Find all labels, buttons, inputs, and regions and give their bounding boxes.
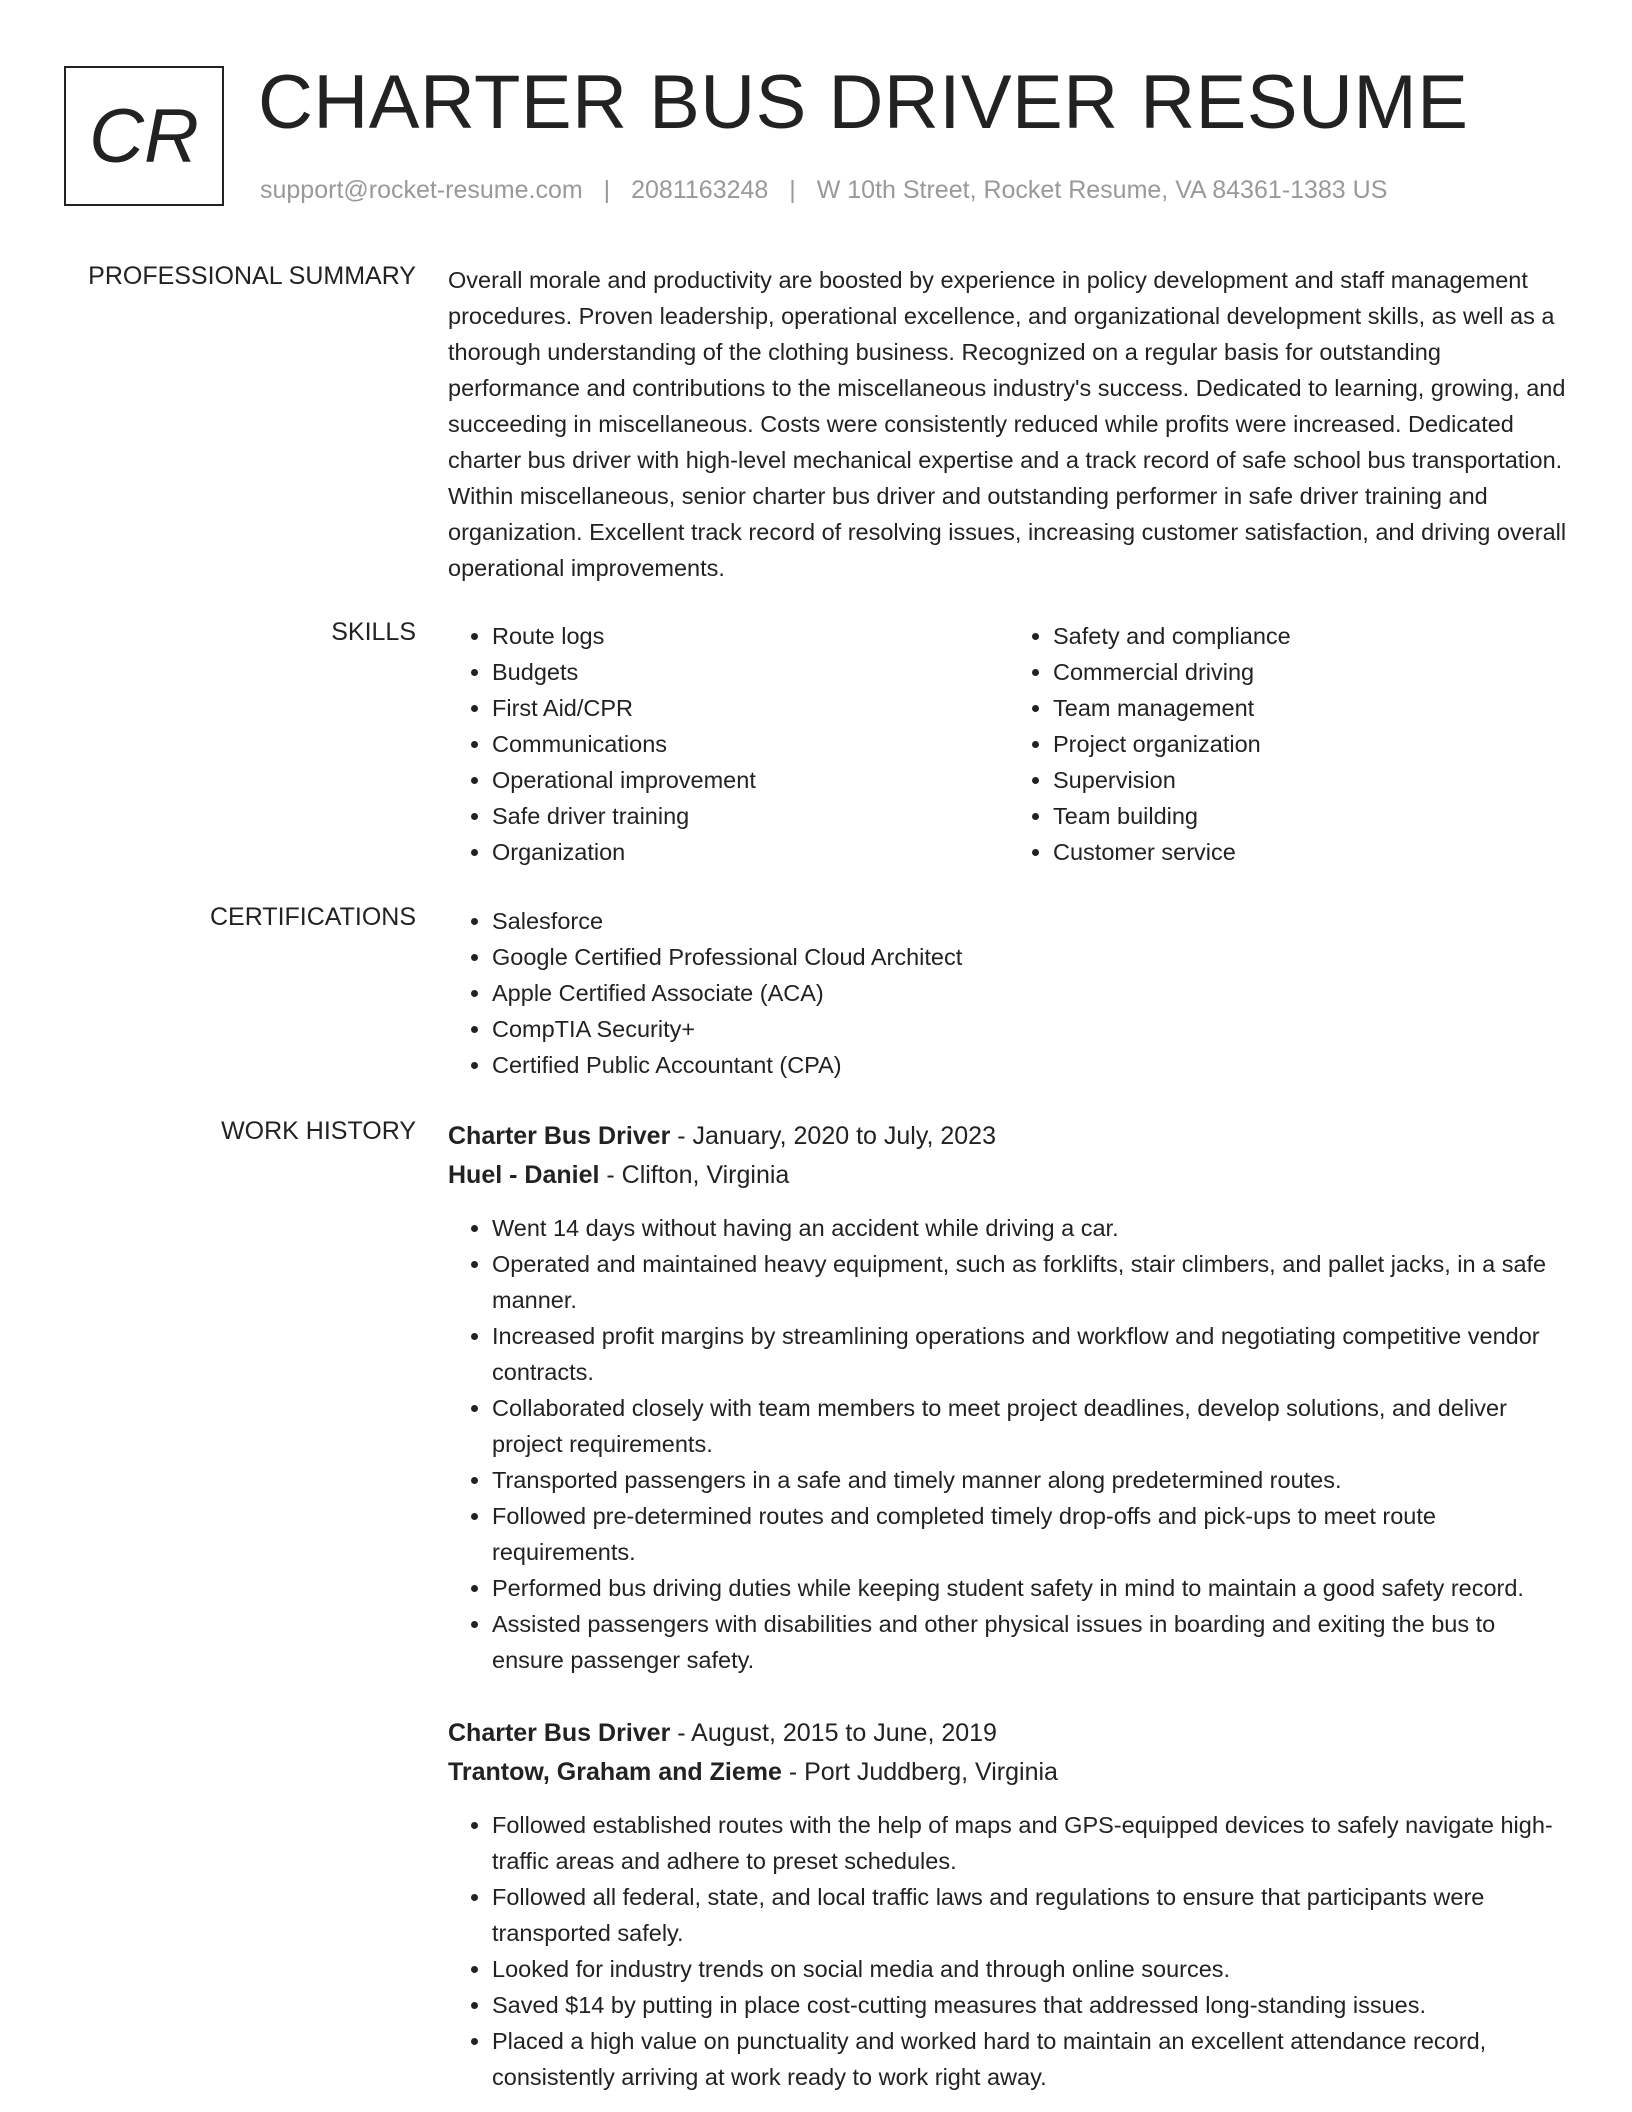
job-role: Charter Bus Driver: [448, 1719, 671, 1747]
job-company-line: [448, 1156, 1570, 1195]
skill-item: • Safety and compliance: [1053, 618, 1570, 654]
job-role-line: [448, 1117, 1570, 1156]
certification-item: • Apple Certified Associate (ACA): [492, 975, 1570, 1011]
job-company-line: [448, 1753, 1570, 1792]
skill-item: • Team management: [1053, 690, 1570, 726]
job-bullet: • Assisted passengers with disabilities and other physical issues in boarding and exiting the bus to ensure passenger safety.: [492, 1606, 1570, 1678]
job-bullet: • Followed pre-determined routes and completed timely drop-offs and pick-ups to meet route requirements.: [492, 1498, 1570, 1570]
contact-address: W 10th Street, Rocket Resume, VA 84361-1383 US: [816, 176, 1388, 204]
job-bullet: • Transported passengers in a safe and timely manner along predetermined routes.: [492, 1462, 1570, 1498]
job-bullets: [448, 1210, 1570, 1678]
certification-item: • CompTIA Security+: [492, 1011, 1570, 1047]
skill-item: • Operational improvement: [492, 762, 1009, 798]
resume-title: CHARTER BUS DRIVER RESUME: [258, 60, 1469, 145]
skill-item: • Commercial driving: [1053, 654, 1570, 690]
job-bullet: • Increased profit margins by streamlining operations and workflow and negotiating competitive vendor contracts.: [492, 1318, 1570, 1390]
contact-line: [260, 176, 1387, 205]
job-entry: [448, 1714, 1570, 2095]
skill-item: • Organization: [492, 834, 1009, 870]
job-bullet: • Went 14 days without having an accident while driving a car.: [492, 1210, 1570, 1246]
certification-item: • Google Certified Professional Cloud Architect: [492, 939, 1570, 975]
job-location: - Clifton, Virginia: [599, 1161, 790, 1189]
job-bullet: • Saved $14 by putting in place cost-cutting measures that addressed long-standing issues.: [492, 1987, 1570, 2023]
summary-text: Overall morale and productivity are boosted by experience in policy development and staff management procedures. Proven leadership, operational excellence, and organizational development skills, as well as a thorough understanding of the clothing business. Recognized on a regular basis for outstanding performance and contributions to the miscellaneous industry's success. Dedicated to learning, growing, and succeeding in miscellaneous. Costs were consistently reduced while profits were increased. Dedicated charter bus driver with high-level mechanical expertise and a track record of safe school bus transportation. Within miscellaneous, senior charter bus driver and outstanding performer in safe driver training and organization. Excellent track record of resolving issues, increasing customer satisfaction, and driving overall operational improvements.: [448, 267, 1567, 581]
job-bullet: • Followed established routes with the help of maps and GPS-equipped devices to safely navigate high-traffic areas and adhere to preset schedules.: [492, 1807, 1570, 1879]
section-body: [448, 903, 1570, 1083]
skills-list-right: [1009, 618, 1570, 870]
skill-item: • Safe driver training: [492, 798, 1009, 834]
contact-separator: |: [603, 176, 611, 204]
certification-item: • Certified Public Accountant (CPA): [492, 1047, 1570, 1083]
skill-item: • First Aid/CPR: [492, 690, 1009, 726]
certifications-list: [448, 903, 1570, 1083]
skill-item: • Customer service: [1053, 834, 1570, 870]
skills-columns: [448, 618, 1570, 870]
job-bullet: • Placed a high value on punctuality and worked hard to maintain an excellent attendance record, consistently arriving at work ready to work right away.: [492, 2023, 1570, 2095]
job-bullet: • Operated and maintained heavy equipment, such as forklifts, stair climbers, and pallet jacks, in a safe manner.: [492, 1246, 1570, 1318]
initials-monogram: [64, 66, 224, 206]
job-entry: [448, 1117, 1570, 1678]
job-role: Charter Bus Driver: [448, 1122, 671, 1150]
skill-item: • Budgets: [492, 654, 1009, 690]
contact-email: support@rocket-resume.com: [260, 176, 583, 204]
skill-item: • Team building: [1053, 798, 1570, 834]
section-label: WORK HISTORY: [221, 1117, 416, 1145]
section-body: [448, 1117, 1570, 2095]
initials-text: CR: [89, 93, 199, 179]
job-bullet: • Followed all federal, state, and local traffic laws and regulations to ensure that participants were transported safely.: [492, 1879, 1570, 1951]
job-location: - Port Juddberg, Virginia: [781, 1758, 1058, 1786]
job-bullet: • Collaborated closely with team members to meet project deadlines, develop solutions, and deliver project requirements.: [492, 1390, 1570, 1462]
job-bullet: • Looked for industry trends on social media and through online sources.: [492, 1951, 1570, 1987]
job-bullet: • Performed bus driving duties while keeping student safety in mind to maintain a good safety record.: [492, 1570, 1570, 1606]
job-company: Huel - Daniel: [448, 1161, 600, 1189]
section-label: CERTIFICATIONS: [209, 903, 416, 931]
skills-list-left: [448, 618, 1009, 870]
contact-phone: 2081163248: [631, 176, 769, 204]
skill-item: • Supervision: [1053, 762, 1570, 798]
certification-item: • Salesforce: [492, 903, 1570, 939]
skill-item: • Communications: [492, 726, 1009, 762]
skill-item: • Project organization: [1053, 726, 1570, 762]
skill-item: • Route logs: [492, 618, 1009, 654]
section-label: SKILLS: [331, 618, 416, 646]
section-body: [448, 262, 1570, 586]
job-dates: - August, 2015 to June, 2019: [670, 1719, 997, 1747]
job-bullets: [448, 1807, 1570, 2095]
job-dates: - January, 2020 to July, 2023: [670, 1122, 996, 1150]
job-company: Trantow, Graham and Zieme: [448, 1758, 782, 1786]
section-label: PROFESSIONAL SUMMARY: [88, 262, 416, 290]
contact-separator: |: [789, 176, 796, 204]
job-role-line: [448, 1714, 1570, 1753]
